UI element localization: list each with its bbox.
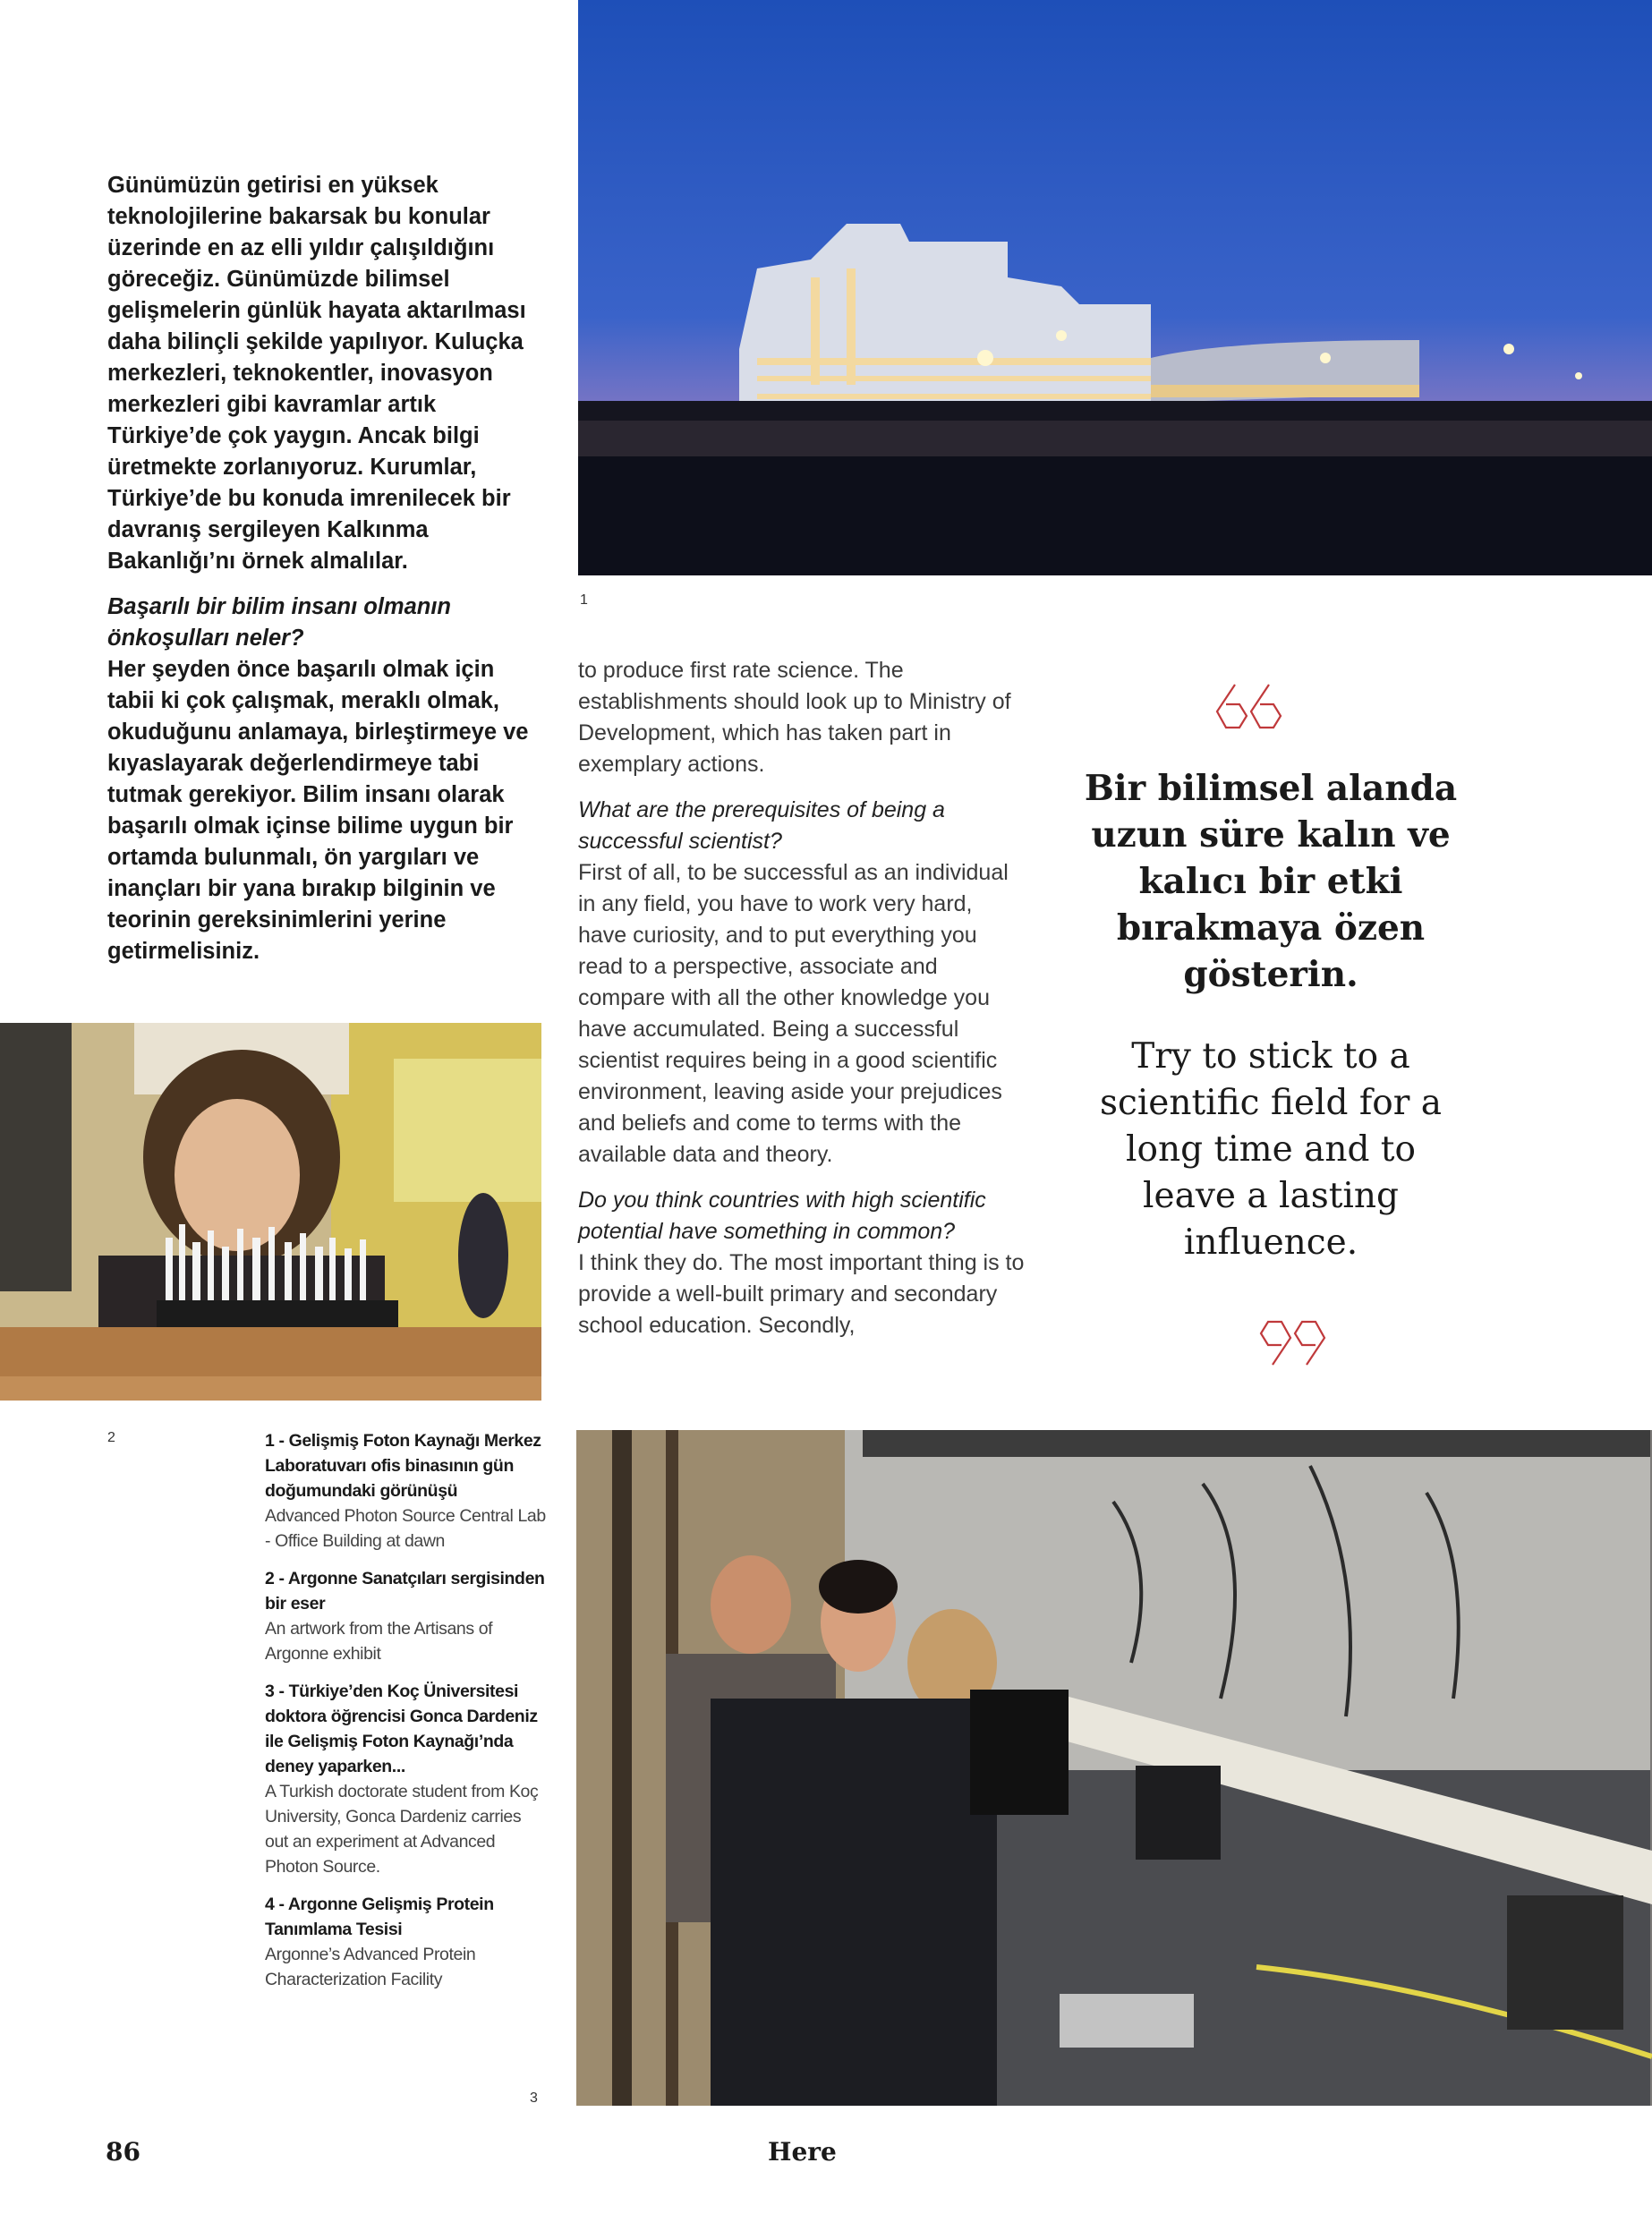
figure-number-2: 2 xyxy=(107,1430,115,1445)
caption-english: Argonne’s Advanced Protein Characterization Facility xyxy=(265,1945,476,1989)
caption-english: An artwork from the Artisans of Argonne exhibit xyxy=(265,1619,493,1664)
caption-title: 1 - Gelişmiş Foton Kaynağı Merkez Laboratuvarı ofis binasının gün doğumundaki görünüşü xyxy=(265,1431,541,1501)
english-question-2: Do you think countries with high scientific potential have something in common? xyxy=(578,1188,986,1244)
turkish-text-column xyxy=(107,170,537,982)
caption-title: 2 - Argonne Sanatçıları sergisinden bir eser xyxy=(265,1569,545,1614)
photo-building-at-dawn xyxy=(578,0,1652,575)
turkish-answer: Her şeyden önce başarılı olmak için tabii ki çok çalışmak, meraklı olmak, okuduğunu anlamaya, birleştirmeye ve kıyaslayarak değerlendirmeye tabi tutmak gerekiyor. Bilim insanı olarak başarılı olmak içinse bilime uygun bir ortamda bulunmalı, ön yargıları ve inançları bir yana bırakıp bilginin ve teorinin gereksinimlerini yerine getirmelisiniz. xyxy=(107,657,529,964)
caption-1 xyxy=(265,1428,548,1554)
turkish-paragraph: Günümüzün getirisi en yüksek teknolojilerine bakarsak bu konular üzerinde en az elli yıldır çalışıldığını göreceğiz. Günümüzde bilimsel gelişmelerin günlük hayata aktarılması daha bilinçli şekilde yapılıyor. Kuluçka merkezleri, teknokentler, inovasyon merkezleri gibi kavramlar artık Türkiye’de çok yaygın. Ancak bilgi üretmekte zorlanıyoruz. Kurumlar, Türkiye’de bu konuda imrenilecek bir davranış sergileyen Kalkınma Bakanlığı’nı örnek almalılar. xyxy=(107,173,526,574)
english-paragraph: to produce first rate science. The establishments should look up to Ministry of Development, which has taken part in exemplary actions. xyxy=(578,658,1011,777)
figure-number-1: 1 xyxy=(580,592,588,608)
turkish-question: Başarılı bir bilim insanı olmanın önkoşulları neler? xyxy=(107,594,452,651)
caption-3 xyxy=(265,1679,548,1879)
caption-title: 4 - Argonne Gelişmiş Protein Tanımlama Tesisi xyxy=(265,1895,494,1939)
photo-lab-experiment xyxy=(576,1430,1652,2106)
english-text-column xyxy=(578,655,1026,1356)
photo-captions xyxy=(265,1428,548,2005)
open-quote-icon xyxy=(1083,667,1459,738)
photo-artwork-exhibit xyxy=(0,1023,541,1401)
english-question-1: What are the prerequisites of being a successful scientist? xyxy=(578,797,945,854)
close-quote-icon xyxy=(1083,1302,1459,1374)
caption-2 xyxy=(265,1566,548,1666)
pull-quote-english: Try to stick to a scientific field for a long time and to leave a lasting influence. xyxy=(1099,1036,1443,1263)
english-answer-2: I think they do. The most important thing is to provide a well-built primary and secondary school education. Secondly, xyxy=(578,1250,1025,1338)
page-number: 86 xyxy=(106,2137,141,2167)
pull-quote xyxy=(1083,667,1459,1374)
pull-quote-turkish: Bir bilimsel alanda uzun süre kalın ve kalıcı bir etki bırakmaya özen gösterin. xyxy=(1084,768,1458,995)
figure-number-3: 3 xyxy=(530,2090,538,2106)
magazine-name: Here xyxy=(768,2137,837,2167)
caption-english: Advanced Photon Source Central Lab - Office Building at dawn xyxy=(265,1506,546,1551)
caption-4 xyxy=(265,1892,548,1992)
caption-english: A Turkish doctorate student from Koç University, Gonca Dardeniz carries out an experiment at Advanced Photon Source. xyxy=(265,1782,539,1877)
caption-title: 3 - Türkiye’den Koç Üniversitesi doktora öğrencisi Gonca Dardeniz ile Gelişmiş Foton Kaynağı’nda deney yaparken... xyxy=(265,1682,538,1776)
english-answer-1: First of all, to be successful as an individual in any field, you have to work very hard, have curiosity, and to put everything you read to a perspective, associate and compare with all the other knowledge you have accumulated. Being a successful scientist requires being in a good scientific environment, leaving aside your prejudices and beliefs and come to terms with the available data and theory. xyxy=(578,860,1009,1167)
